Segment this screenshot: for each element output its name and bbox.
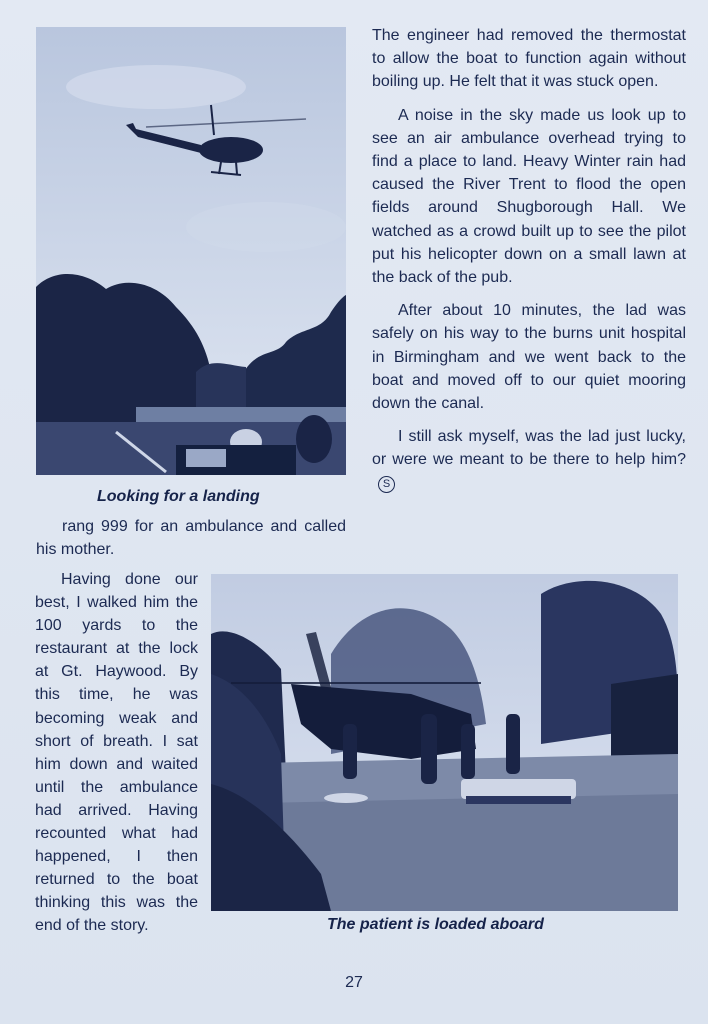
- paragraph: The engineer had removed the thermostat to allow the boat to function again without boiling up. He felt that it was stuck open.: [372, 27, 686, 91]
- landed-helicopter-photo: [211, 574, 678, 911]
- paragraph-last: [372, 425, 686, 495]
- mid-column-text: [36, 515, 346, 561]
- left-column-text: [35, 568, 198, 938]
- paragraph: A noise in the sky made us look up to see an air ambulance overhead trying to find a place to land. Heavy Winter rain had caused the River Trent to flood the open fields around Shugborough Hall. We watched as a crowd built up to see the pilot put his helicopter down on a small lawn at the back of the pub.: [372, 106, 686, 287]
- paragraph: After about 10 minutes, the lad was safely on his way to the burns unit hospital in Birmingham and we went back to the boat and moved off to our quiet mooring down the canal.: [372, 302, 686, 413]
- photo-caption-top: Looking for a landing: [97, 488, 260, 505]
- paragraph: Having done our best, I walked him the 100 yards to the restaurant at the lock at Gt. Haywood. By this time, he was becoming weak and short of breath. I sat him down and waited until the ambulance had arrived. Having recounted what had happened, I then returned to the boat thinking this was the end of the story.: [35, 571, 198, 935]
- photo-caption-bottom: The patient is loaded aboard: [327, 916, 544, 933]
- paragraph: rang 999 for an ambulance and called his mother.: [36, 518, 346, 559]
- page-number: 27: [345, 974, 363, 991]
- paragraph-text: I still ask myself, was the lad just lucky, or were we meant to be there to help him?: [372, 428, 686, 469]
- helicopter-photo: [36, 27, 346, 475]
- right-column-text: [372, 24, 686, 495]
- end-of-article-icon: S: [378, 476, 395, 493]
